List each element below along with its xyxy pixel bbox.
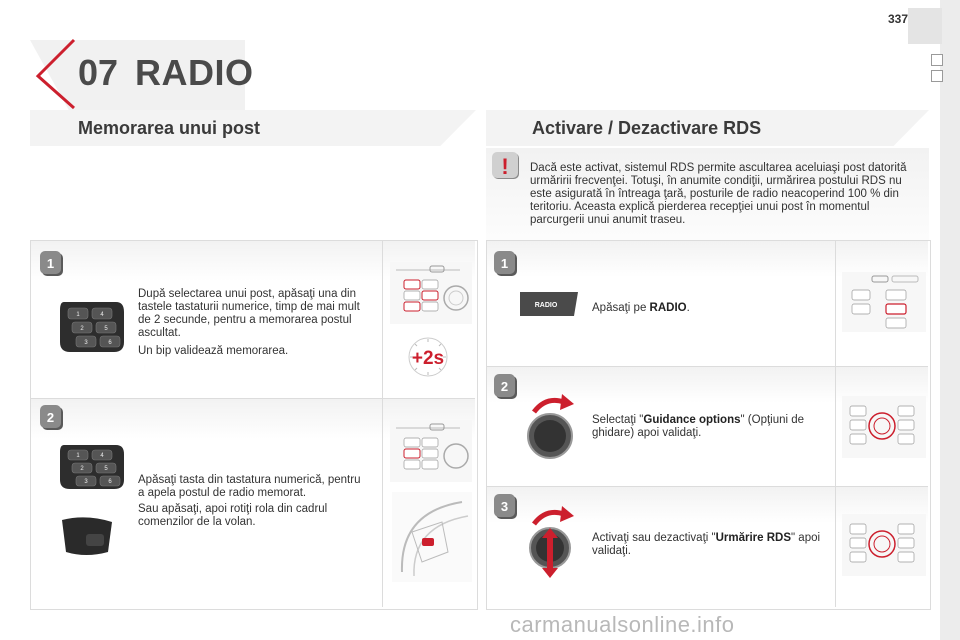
- svg-text:2: 2: [46, 410, 55, 425]
- steering-wheel-image: [392, 492, 472, 582]
- radio-keypad-image: [390, 420, 472, 482]
- chapter-title: RADIO: [135, 52, 254, 93]
- nav-square-icon: [931, 54, 943, 66]
- svg-text:3: 3: [84, 340, 88, 346]
- nav-square-icon: [931, 70, 943, 82]
- radio-button-icon: [518, 290, 580, 318]
- left-step2-text: Apăsaţi tasta din tastatura numerică, pentru a apela postul de radio memorat.: [138, 474, 361, 499]
- warning-icon-glyph: !: [501, 154, 509, 179]
- numeric-keypad-icon: [56, 298, 128, 356]
- svg-text:1: 1: [500, 256, 509, 271]
- chapter-number: 07: [78, 52, 119, 93]
- left-step1-note: Un bip validează memorarea.: [138, 345, 289, 357]
- footer-watermark[interactable]: carmanualsonline.info: [510, 612, 735, 637]
- svg-text:1: 1: [46, 256, 55, 271]
- svg-text:+2s: +2s: [411, 348, 445, 369]
- left-step1-text: După selectarea unui post, apăsaţi una din tastele tastaturii numerice, timp de mai mult de 2 secunde, pentru a memorarea postul ascultat.: [138, 288, 360, 339]
- side-tab: [940, 0, 960, 640]
- svg-text:6: 6: [108, 340, 112, 346]
- right-image-divider: [835, 241, 836, 607]
- numeric-keypad-icon: [56, 442, 128, 492]
- rotary-knob-icon: [520, 390, 580, 466]
- svg-text:1: 1: [76, 312, 80, 318]
- svg-text:4: 4: [100, 453, 104, 459]
- guidance-options-label: Guidance options: [643, 414, 741, 426]
- step-1-badge: [494, 251, 518, 277]
- warning-text: Dacă este activat, sistemul RDS permite ascultarea aceluiaşi post datorită urmăririi frecvenţei. Totuşi, în anumite condiţii, urmărirea postului RDS nu este asigurată în întreaga ţară, posturile de radio neacoperind 100 % din teritoriu. Aceasta explică pierderea recepţiei unui post în momentul parcurgerii unui anumit traseu.: [530, 162, 907, 226]
- steering-wheel-control-icon: [56, 512, 118, 560]
- right-section-title: Activare / Dezactivare RDS: [532, 118, 762, 138]
- step-2-badge: [40, 405, 64, 431]
- step-1-badge: [40, 251, 64, 277]
- page-number: 337: [887, 12, 908, 26]
- radio-console-knob-image: [842, 396, 926, 458]
- right-step1-text: Apăsaţi pe RADIO.: [592, 302, 690, 314]
- svg-text:RADIO: RADIO: [534, 302, 558, 309]
- timer-2s-icon: [402, 334, 454, 380]
- radio-console-knob-image: [842, 514, 926, 576]
- svg-text:5: 5: [104, 326, 108, 332]
- left-image-divider: [382, 241, 383, 607]
- svg-text:1: 1: [76, 453, 80, 459]
- radio-keypad-image: [390, 262, 472, 324]
- right-step3-text: Activaţi sau dezactivaţi "Urmărire RDS" apoi validaţi.: [592, 532, 821, 557]
- step-3-badge: [494, 494, 518, 520]
- right-step2-text: Selectaţi "Guidance options" (Opţiuni de ghidare) apoi validaţi.: [592, 414, 805, 439]
- radio-label: RADIO: [649, 302, 687, 314]
- svg-text:2: 2: [80, 466, 84, 472]
- svg-text:3: 3: [84, 479, 88, 485]
- rotary-knob-press-icon: [520, 504, 580, 580]
- svg-text:4: 4: [100, 312, 104, 318]
- urmarire-rds-label: Urmărire RDS: [715, 532, 792, 544]
- svg-text:3: 3: [500, 499, 509, 514]
- left-step2-note: Sau apăsaţi, apoi rotiţi rola din cadrul comenzilor de la volan.: [138, 503, 328, 528]
- page-number-box: [908, 8, 942, 44]
- svg-text:2: 2: [80, 326, 84, 332]
- step-2-badge: [494, 374, 518, 400]
- svg-text:6: 6: [108, 479, 112, 485]
- svg-text:2: 2: [500, 379, 509, 394]
- warning-icon: [490, 150, 524, 184]
- left-section-title: Memorarea unui post: [78, 118, 261, 138]
- radio-console-image: [842, 272, 926, 332]
- svg-text:5: 5: [104, 466, 108, 472]
